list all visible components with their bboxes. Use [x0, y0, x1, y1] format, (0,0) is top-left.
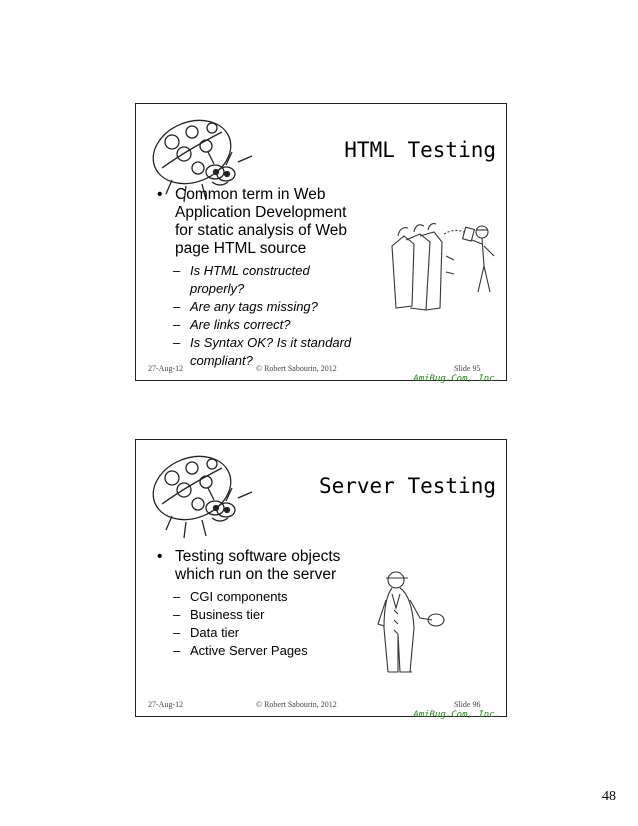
list-item [173, 642, 380, 660]
subbullet-text: Are any tags missing? [190, 299, 318, 314]
subbullet-text: Are links correct? [190, 317, 291, 332]
bullet-list [150, 548, 380, 660]
subbullet-text: Business tier [190, 607, 265, 622]
footer-copyright: © Robert Sabourin, 2012 [256, 700, 337, 709]
slide-html-testing [135, 103, 507, 384]
bullet-list [150, 186, 365, 370]
subbullet-text: Is HTML constructed properly? [190, 263, 310, 296]
ladybug-icon [142, 446, 258, 546]
list-item [173, 624, 380, 642]
subbullet-text: CGI components [190, 589, 288, 604]
dash-marker: – [173, 589, 181, 604]
dash-marker: – [173, 625, 181, 640]
clipart-server-person [374, 568, 454, 680]
footer-date: 27-Aug-12 [148, 364, 184, 373]
list-item [173, 316, 365, 334]
dash-marker: – [173, 263, 181, 278]
dash-marker: – [173, 335, 181, 350]
list-item [173, 262, 365, 298]
list-item [173, 606, 380, 624]
subbullet-text: Active Server Pages [190, 643, 308, 658]
footer-copyright: © Robert Sabourin, 2012 [256, 364, 337, 373]
bullet-text: Testing software objects which run on the server [175, 548, 341, 583]
footer-date: 27-Aug-12 [148, 700, 184, 709]
sub-list [173, 262, 365, 370]
slide-server-testing [135, 439, 507, 720]
bullet-marker: • [157, 548, 163, 565]
brand-label: AmiBug.Com, Inc. [413, 374, 500, 384]
sub-list [173, 588, 380, 660]
subbullet-text: Is Syntax OK? Is it standard compliant? [190, 335, 352, 368]
dash-marker: – [173, 317, 181, 332]
bullet-marker: • [157, 186, 163, 203]
dash-marker: – [173, 607, 181, 622]
footer-slide-number: Slide 96 [454, 700, 481, 709]
bullet-text: Common term in Web Application Development for static analysis of Web page HTML source [175, 186, 348, 257]
list-item [150, 186, 365, 370]
brand-label: AmiBug.Com, Inc. [413, 710, 500, 720]
list-item [173, 588, 380, 606]
clipart-clothes-tester [384, 216, 502, 316]
subbullet-text: Data tier [190, 625, 240, 640]
slide-title: Server Testing [318, 474, 496, 498]
list-item [150, 548, 380, 660]
page-number: 48 [602, 789, 616, 804]
dash-marker: – [173, 643, 181, 658]
dash-marker: – [173, 299, 181, 314]
list-item [173, 298, 365, 316]
footer-slide-number: Slide 95 [454, 364, 481, 373]
slide-title: HTML Testing [344, 138, 496, 162]
